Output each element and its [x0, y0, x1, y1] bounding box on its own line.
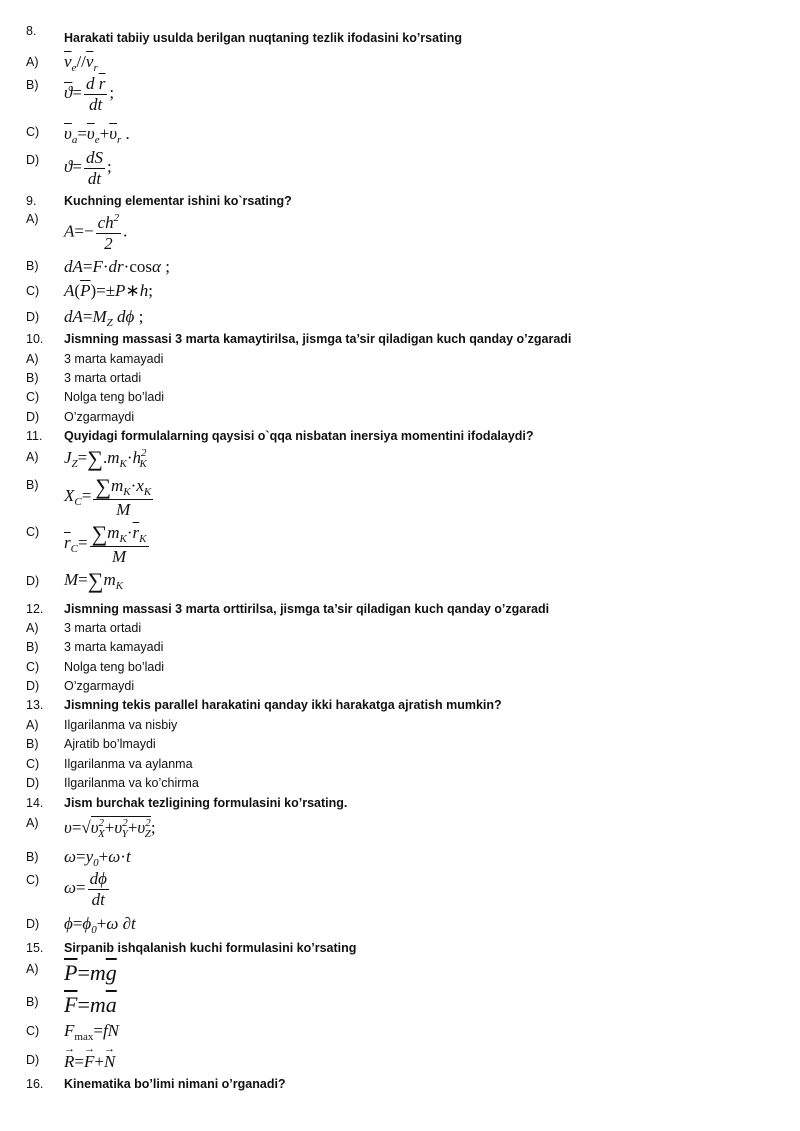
- question-number: 16.: [26, 1077, 44, 1091]
- option-label: A): [26, 962, 39, 976]
- formula-option: $\omega=y_0+\omega\cdot t$: [64, 847, 131, 869]
- option-label: C): [26, 873, 40, 887]
- option-label: A): [26, 450, 39, 464]
- question-number: 9.: [26, 194, 37, 208]
- option-text: 3 marta ortadi: [64, 621, 142, 635]
- formula-option: ϑ= $\frac{dS}{dt}$ ;: [64, 148, 112, 188]
- option-label: D): [26, 574, 40, 588]
- question-text: Sirpanib ishqalanish kuchi formulasini ko’rsating: [64, 941, 357, 955]
- formula-option: dA=F·dr·cosα ;: [64, 257, 170, 276]
- option-label: C): [26, 660, 40, 674]
- option-text: Nolga teng bo’ladi: [64, 390, 165, 404]
- option-label: D): [26, 679, 40, 693]
- question-number: 11.: [26, 429, 43, 443]
- option-label: D): [26, 310, 40, 324]
- formula-option: $dA=M_Z$ dϕ ;: [64, 307, 144, 329]
- question-number: 14.: [26, 796, 44, 810]
- question-number: 15.: [26, 941, 44, 955]
- option-label: B): [26, 78, 39, 92]
- question-text: Harakati tabiiy usulda berilgan nuqtaning tezlik ifodasini ko’rsating: [64, 31, 462, 45]
- option-label: D): [26, 776, 40, 790]
- formula-option: $J_Z=\sum.m_K\cdot h^2_K$: [64, 446, 147, 471]
- option-label: C): [26, 390, 40, 404]
- formula-option: $\phi=\phi_0+\omega$ ∂t: [64, 914, 136, 936]
- option-label: D): [26, 917, 40, 931]
- question-number: 13.: [26, 698, 44, 712]
- option-label: A): [26, 352, 39, 366]
- formula-option: ω= $\frac{d\phi}{dt}$: [64, 869, 107, 909]
- formula-option: $\overline{P}=m\overline{g}$: [64, 960, 117, 985]
- option-label: B): [26, 259, 39, 273]
- option-text: 3 marta ortadi: [64, 371, 142, 385]
- formula-option: $\upsilon=√\upsilon^2_X+\upsilon^2_Y+\upsilon^2_Z$;: [64, 817, 156, 840]
- formula-option: $\overline{\upsilon}_a=\overline{\upsilon}_e+\overline{\upsilon}_r$ .: [64, 124, 130, 146]
- question-number: 8.: [26, 24, 37, 38]
- option-label: D): [26, 410, 40, 424]
- option-label: A): [26, 718, 39, 732]
- formula-option: $X_C=$ $\frac{\sum m_K\cdot x_K}{M}$: [64, 474, 152, 520]
- formula-option: $M=\sum m_K$: [64, 568, 124, 593]
- formula-option: $\overline{ϑ}=$ $\frac{d \overline{r}}{dt}$ ;: [64, 74, 115, 114]
- option-label: A): [26, 621, 39, 635]
- question-number: 10.: [26, 332, 44, 346]
- option-label: C): [26, 525, 40, 539]
- option-text: 3 marta kamayadi: [64, 352, 164, 366]
- option-text: O’zgarmaydi: [64, 410, 135, 424]
- option-label: A): [26, 212, 39, 226]
- option-text: Ajratib bo’lmaydi: [64, 737, 156, 751]
- formula-option: $\overline{F}=m\overline{a}$: [64, 992, 117, 1017]
- formula-option: $A(\overline{P})=\pm P∗h$;: [64, 281, 153, 300]
- formula-option: $\overline{v}_e//\overline{v}_r$: [64, 52, 98, 74]
- option-label: C): [26, 1024, 40, 1038]
- question-text: Jismning massasi 3 marta kamaytirilsa, jismga ta’sir qiladigan kuch qanday o’zgaradi: [64, 332, 572, 346]
- question-text: Jismning tekis parallel harakatini qanday ikki harakatga ajratish mumkin?: [64, 698, 502, 712]
- option-label: B): [26, 737, 39, 751]
- formula-option: → R=→ F+→ N: [64, 1053, 115, 1070]
- question-text: Kuchning elementar ishini ko`rsating?: [64, 194, 292, 208]
- option-text: Ilgarilanma va ko’chirma: [64, 776, 199, 790]
- option-label: D): [26, 1053, 40, 1067]
- option-label: D): [26, 153, 40, 167]
- option-label: B): [26, 478, 39, 492]
- option-text: Ilgarilanma va nisbiy: [64, 718, 178, 732]
- option-label: C): [26, 757, 40, 771]
- option-label: B): [26, 640, 39, 654]
- option-text: 3 marta kamayadi: [64, 640, 164, 654]
- option-label: C): [26, 125, 40, 139]
- option-label: A): [26, 55, 39, 69]
- question-text: Jism burchak tezligining formulasini ko’rsating.: [64, 796, 348, 810]
- option-label: B): [26, 371, 39, 385]
- option-label: A): [26, 816, 39, 830]
- option-text: Nolga teng bo’ladi: [64, 660, 165, 674]
- option-text: O’zgarmaydi: [64, 679, 135, 693]
- option-label: C): [26, 284, 40, 298]
- formula-option: $\overline{r}_C=$ $\frac{\sum m_K\cdot\overline{r}_K}{M}$: [64, 521, 147, 567]
- question-number: 12.: [26, 602, 44, 616]
- option-label: B): [26, 995, 39, 1009]
- question-text: Quyidagi formulalarning qaysisi o`qqa nisbatan inersiya momentini ifodalaydi?: [64, 429, 534, 443]
- option-text: Ilgarilanma va aylanma: [64, 757, 193, 771]
- option-label: B): [26, 850, 39, 864]
- question-text: Kinematika bo’limi nimani o’rganadi?: [64, 1077, 286, 1091]
- formula-option: $F_{max}=fN$: [64, 1021, 119, 1043]
- question-text: Jismning massasi 3 marta orttirilsa, jismga ta’sir qiladigan kuch qanday o’zgaradi: [64, 602, 550, 616]
- formula-option: A=− $\frac{ch^2}{2}$ .: [64, 212, 128, 253]
